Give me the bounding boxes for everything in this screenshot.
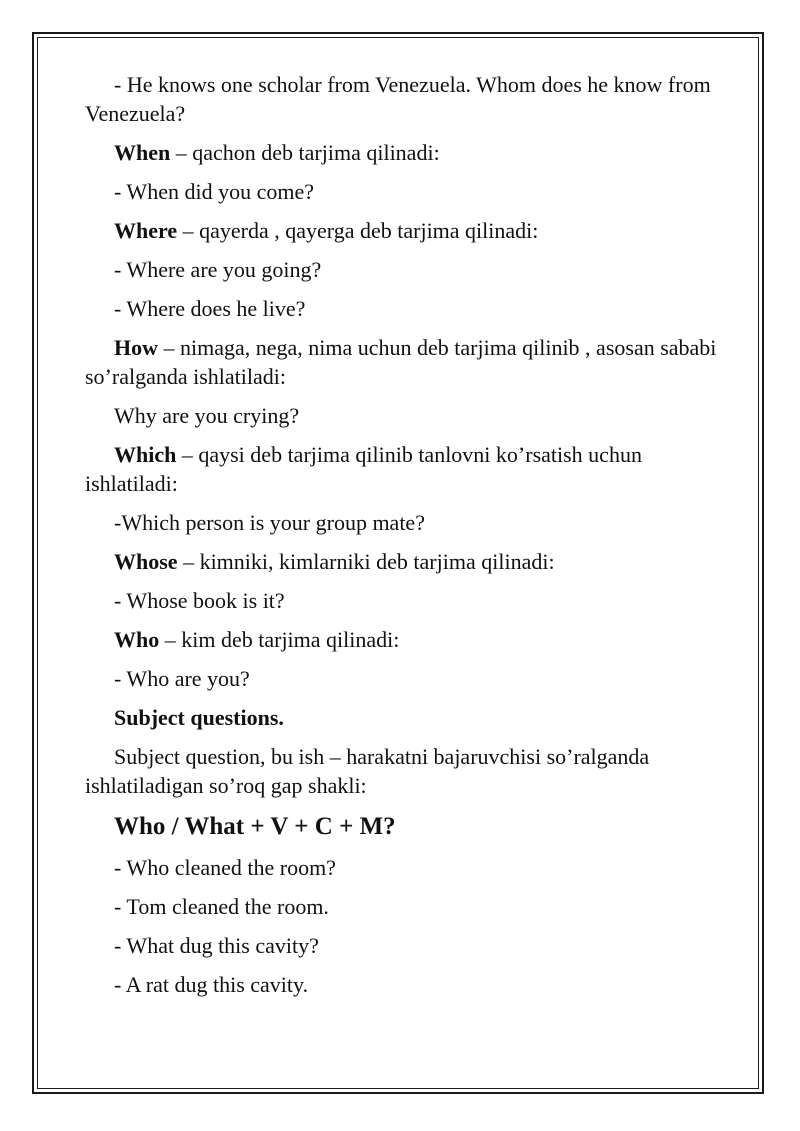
example-whose: - Whose book is it? — [114, 588, 285, 613]
text-who: – kim deb tarjima qilinadi: — [159, 627, 400, 652]
example-subject-3: - What dug this cavity? — [114, 933, 319, 958]
text-where: – qayerda , qayerga deb tarjima qilinadi: — [177, 218, 539, 243]
page-content — [85, 70, 735, 999]
definition-who — [85, 625, 735, 654]
example-subject-4: - A rat dug this cavity. — [114, 972, 309, 997]
term-whose: Whose — [114, 549, 178, 574]
example-whom: - He knows one scholar from Venezuela. Whom does he know from Venezuela? — [85, 72, 711, 126]
term-where: Where — [114, 218, 178, 243]
definition-whose — [85, 547, 735, 576]
text-which: – qaysi deb tarjima qilinib tanlovni ko’rsatish uchun ishlatiladi: — [85, 442, 642, 496]
term-how: How — [114, 335, 158, 360]
text-how: – nimaga, nega, nima uchun deb tarjima qilinib , asosan sababi so’ralganda ishlatiladi: — [85, 335, 717, 389]
example-when: - When did you come? — [114, 179, 314, 204]
subject-question-definition: Subject question, bu ish – harakatni bajaruvchisi so’ralganda ishlatiladigan so’roq gap shakli: — [85, 744, 650, 798]
text-when: – qachon deb tarjima qilinadi: — [170, 140, 440, 165]
example-where-2: - Where does he live? — [114, 296, 306, 321]
text-whose: – kimniki, kimlarniki deb tarjima qilinadi: — [177, 549, 555, 574]
example-which: -Which person is your group mate? — [114, 510, 425, 535]
term-who: Who — [114, 627, 160, 652]
definition-which — [85, 440, 735, 498]
definition-when — [85, 138, 735, 167]
example-subject-1: - Who cleaned the room? — [114, 855, 336, 880]
example-subject-2: - Tom cleaned the room. — [114, 894, 329, 919]
term-when: When — [114, 140, 171, 165]
example-who: - Who are you? — [114, 666, 250, 691]
example-where-1: - Where are you going? — [114, 257, 322, 282]
formula: Who / What + V + C + M? — [114, 813, 396, 840]
example-why: Why are you crying? — [114, 403, 300, 428]
section-heading: Subject questions. — [114, 705, 284, 730]
definition-where — [85, 216, 735, 245]
term-which: Which — [114, 442, 177, 467]
definition-how — [85, 333, 735, 391]
